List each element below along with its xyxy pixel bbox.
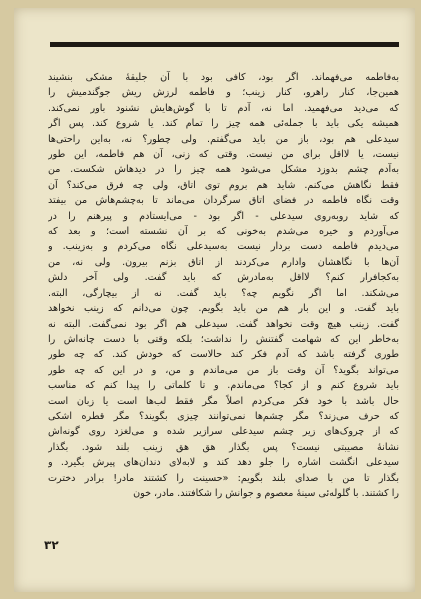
text-line: بگذار تا من با صدای بلند بگویم: «حسینت را کشتند مادر! برادر دخترت: [48, 472, 399, 484]
body-text: [48, 70, 399, 501]
text-line: باید گفت. و این بار هم من باید بگویم. چون می‌دانم که زینب نخواهد: [48, 303, 399, 315]
text-line: می‌آوردم و خیره می‌شدم به‌خونی که بر آن نشسته است؛ و بعد که: [48, 226, 399, 238]
text-line: به‌آدم چشم بدوزد مشکل می‌شود همه چیز را در دیدهاش شکست. من: [48, 164, 399, 176]
text-line: سیدعلی هم بود، باز من باید می‌گفتم. ولی چطور؟ نه، به‌این راحتی‌ها: [48, 133, 399, 145]
text-line: وقت نگاه فاطمه در فضای اتاق سرگردان می‌ماند تا به‌چشم‌هاش من بیفتد: [48, 195, 399, 207]
text-line: نشانهٔ مصیبتی نیست؟ پس بگذار هق هق زینب بلند شود. بگذار: [48, 441, 399, 453]
text-line: می‌تواند بگوید؟ آن وقت باز من می‌ماندم و من، و در این که چه طور: [48, 364, 399, 376]
text-line: می‌دیدم فاطمه دست بردار نیست به‌سیدعلی نگاه می‌کردم و به‌زینب. و: [48, 241, 399, 253]
text-line: حال باشد با خود فکر می‌کردم اصلاً مگر فقط لب‌ها است یا زبان است: [48, 395, 399, 407]
text-line: سیدعلی انگشت اشاره را جلو دهد کند و لابه‌لای دندان‌های پیرش بگیرد. و: [48, 457, 399, 469]
text-line: که شاید روبه‌روی سیدعلی - اگر بود - می‌ایستادم و پیرهنم را در: [48, 210, 399, 222]
top-rule: [50, 42, 399, 47]
text-line: که از چروک‌های زیر چشم سیدعلی سرازیر شده و می‌لغزد روی گونه‌اش: [48, 426, 399, 438]
text-line: طوری گرفته باشد که آدم فکر کند حالاست که خودش کند. که چه طور: [48, 349, 399, 361]
text-line: باید شروع کنم و از کجا؟ می‌ماندم. و تا کلماتی را پیدا کنم که مناسب: [48, 380, 399, 392]
book-page: [14, 8, 415, 592]
text-line: به‌کجافرار کنم؟ لااقل به‌مادرش که باید گفت. ولی آخر دلش: [48, 272, 399, 284]
text-line: می‌شکند. اما اگر نگویم چه؟ باید گفت. نه از بیچارگی، البته.: [48, 287, 399, 299]
page-number: ۳۲: [44, 538, 59, 552]
text-line: فقط نگاهش می‌کنم. شاید هم بروم توی اتاق، ولی چه فرق می‌کند؟ آن: [48, 179, 399, 191]
text-line: که می‌دید می‌فهمید. اما نه، آدم تا با گوش‌هایش نشنود باور نمی‌کند.: [48, 102, 399, 114]
text-line: به‌فاطمه می‌فهماند. اگر بود، کافی بود با آن جلیقهٔ مشکی بنشیند: [48, 72, 399, 83]
text-line: همین‌جا، کنار راهرو، کنار زینب؛ و فاطمه لرزش ریش جوگندمیش را: [48, 87, 399, 99]
text-line: که حرف می‌زند؟ مگر چشم‌ها نمی‌توانند چیزی بگویند؟ مگر قطره اشکی: [48, 410, 399, 422]
text-line: همیشه یکی باید با جمله‌ئی همه چیز را تمام کند. یا شروع کند. پس اگر: [48, 118, 399, 130]
text-line: آن‌ها با نگاهشان وادارم می‌کردند از اتاق بزنم بیرون. ولی نه، من: [48, 256, 399, 268]
text-line: گفت. زینب هیچ وقت نخواهد گفت. سیدعلی هم اگر بود نمی‌گفت. البته نه: [48, 318, 399, 330]
text-line: را کشتند. با گلوله‌ئی سینهٔ معصوم و جوانش را شکافتند. مادر، خون: [133, 487, 399, 499]
text-line: به‌خاطر این که شهامت گفتنش را نداشت؛ بلکه وقتی با دست چانه‌اش را: [48, 333, 399, 345]
text-line: نیست، یا لااقل برای من نیست. وقتی که زنی، آن هم فاطمه، این طور: [48, 149, 399, 161]
